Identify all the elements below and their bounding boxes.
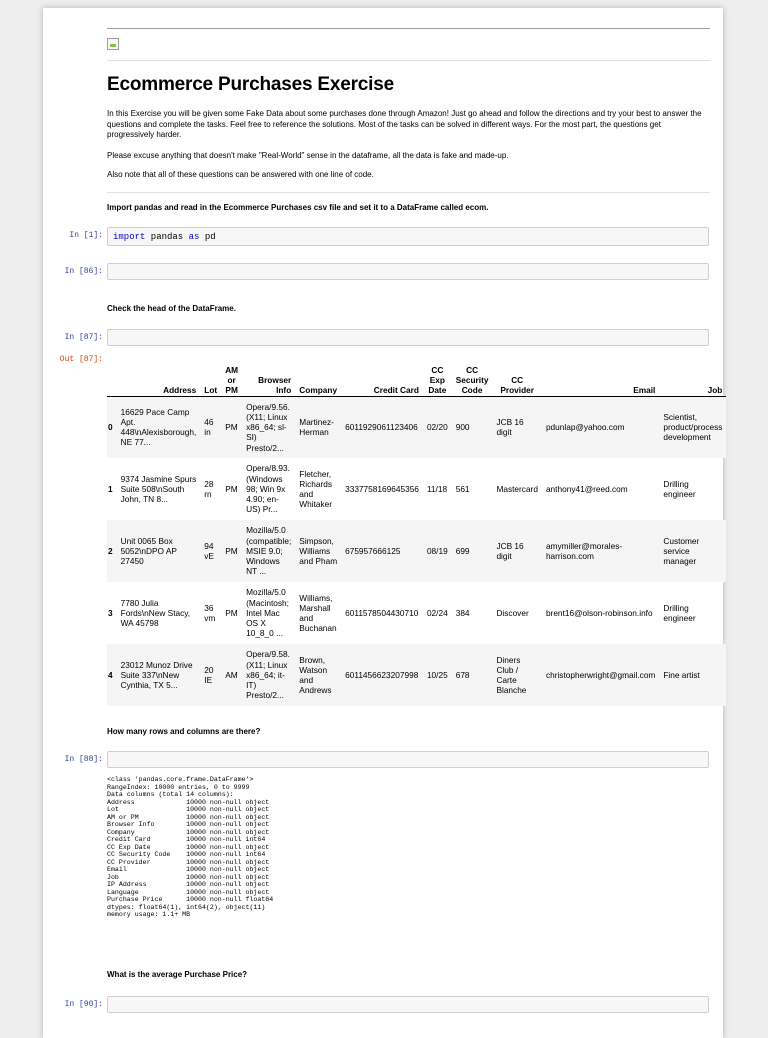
table-cell: Simpson, Williams and Pham [299, 535, 338, 567]
intro-paragraph-1: In this Exercise you will be given some Fake Data about some purchases done through Amazon! Just go ahead and follow the directions and try your best to answer the questions and complete the tasks. Feel free to reference the solutions. Most of the tasks can be solved in different ways. For the most part, the questions get progressively harder. [107, 109, 702, 139]
table-cell: PM [225, 483, 238, 494]
table-cell: Scientist, product/process development [663, 411, 723, 443]
table-cell: amymiller@morales-harrison.com [545, 540, 623, 561]
table-cell: 900 [455, 422, 470, 433]
table-cell: 561 [455, 483, 470, 494]
table-cell: 384 [455, 607, 470, 618]
column-header: CC Security Code [455, 364, 489, 396]
table-row [107, 520, 726, 582]
notebook-page [43, 8, 723, 1038]
column-header: Lot [204, 385, 218, 396]
table-cell: 6011456623207998 [345, 669, 419, 680]
input-prompt: In [1]: [69, 231, 103, 240]
table-cell: 11/18 [426, 483, 448, 494]
column-header: Company [299, 385, 338, 396]
task-import-pandas: Import pandas and read in the Ecommerce Purchases csv file and set it to a DataFrame called ecom. [107, 203, 489, 212]
code-alias: pd [199, 232, 216, 242]
table-cell: PM [225, 545, 238, 556]
input-prompt: In [87]: [64, 333, 103, 342]
column-header: Browser Info [258, 375, 292, 396]
table-row [107, 582, 726, 644]
table-cell: JCB 16 digit [496, 540, 524, 561]
table-cell: Diners Club / Carte Blanche [496, 654, 527, 696]
input-prompt: In [90]: [64, 1000, 103, 1009]
table-row [107, 396, 726, 458]
code-cell-empty[interactable] [107, 329, 709, 346]
intro-divider [107, 192, 710, 193]
table-cell: 20 IE [204, 664, 214, 685]
table-cell: Drilling engineer [663, 478, 696, 499]
output-prompt: Out [87]: [59, 355, 103, 364]
table-cell: Unit 0065 Box 5052\nDPO AP 27450 [120, 535, 177, 567]
table-cell: 6011929061123406 [345, 422, 418, 433]
code-cell-empty[interactable] [107, 751, 709, 768]
table-cell: Opera/8.93.(Windows 98; Win 9x 4.90; en-US) Pr... [246, 463, 290, 515]
task-rows-columns: How many rows and columns are there? [107, 727, 261, 736]
table-cell: Mozilla/5.0 (Macintosh; Intel Mac OS X 10_8_0 ... [246, 587, 289, 639]
task-average-price: What is the average Purchase Price? [107, 970, 248, 979]
page-title: Ecommerce Purchases Exercise [107, 74, 394, 95]
table-cell: 02/20 [426, 422, 448, 433]
table-cell: Mozilla/5.0 (compatible; MSIE 9.0; Windows NT ... [246, 525, 292, 577]
table-cell: PM [225, 422, 238, 433]
table-cell: Opera/9.56.(X11; Linux x86_64; sl-SI) Presto/2... [246, 401, 290, 453]
table-cell: PM [225, 607, 238, 618]
column-header: Email [633, 385, 656, 396]
column-header: Address [163, 385, 197, 396]
table-cell: Opera/9.58.(X11; Linux x86_64; it-IT) Presto/2... [246, 649, 290, 701]
table-cell: 9374 Jasmine Spurs Suite 508\nSouth John, TN 8... [120, 473, 197, 505]
table-cell: 36 vm [204, 602, 216, 623]
table-row [107, 644, 726, 706]
code-cell-empty[interactable] [107, 263, 709, 280]
code-cell-empty[interactable] [107, 996, 709, 1013]
table-cell: pdunlap@yahoo.com [545, 422, 625, 433]
dataframe-info-output: <class 'pandas.core.frame.DataFrame'> RangeIndex: 10000 entries, 0 to 9999 Data columns (total 14 columns): Address 10000 non-null object Lot 10000 non-null object AM or PM 10000 non-null object Browser Info 10000 non-null object Company 10000 non-null object Credit Card 10000 non-null int64 CC Exp Date 10000 non-null object CC Security Code 10000 non-null int64 CC Provider 10000 non-null object Email 10000 non-null object Job 10000 non-null object IP Address 10000 non-null object Language 10000 non-null object Purchase Price 10000 non-null float64 dtypes: float64(1), int64(2), object(11) memory usage: 1.1+ MB [107, 776, 274, 918]
table-cell: 678 [455, 669, 470, 680]
table-cell: 675957666125 [345, 545, 401, 556]
table-cell: 94 vE [204, 540, 214, 561]
column-header: CC Provider [500, 375, 535, 396]
table-cell: 10/25 [426, 669, 448, 680]
row-index: 4 [108, 669, 113, 680]
table-cell: Fine artist [663, 669, 700, 680]
table-cell: JCB 16 digit [496, 417, 524, 438]
table-cell: Drilling engineer [663, 602, 696, 623]
row-index: 0 [108, 422, 113, 433]
table-cell: 46 in [204, 417, 214, 438]
table-row [107, 458, 726, 520]
table-cell: 08/19 [426, 545, 448, 556]
table-cell: 7780 Julia Fords\nNew Stacy, WA 45798 [120, 597, 191, 629]
column-header [107, 356, 117, 396]
task-check-head: Check the head of the DataFrame. [107, 304, 236, 313]
table-cell: christopherwright@gmail.com [545, 669, 656, 680]
table-cell: Discover [496, 607, 529, 618]
table-cell: Martinez-Herman [299, 417, 334, 438]
table-cell: 699 [455, 545, 470, 556]
code-keyword: import [113, 232, 146, 242]
broken-image-icon [107, 38, 119, 50]
intro-paragraph-3: Also note that all of these questions can be answered with one line of code. [107, 170, 374, 179]
column-header: AM or PM [225, 364, 239, 396]
intro-paragraph-2: Please excuse anything that doesn't make "Real-World" sense in the dataframe, all the data is fake and made-up. [107, 151, 509, 160]
table-cell: 23012 Munoz Drive Suite 337\nNew Cynthia, TX 5... [120, 659, 193, 691]
column-header: Credit Card [373, 385, 419, 396]
table-header-row [107, 356, 726, 396]
input-prompt: In [88]: [64, 755, 103, 764]
table-cell: Fletcher, Richards and Whitaker [299, 468, 333, 510]
table-cell: Mastercard [496, 483, 538, 494]
column-header: CC Exp Date [428, 364, 447, 396]
table-cell: Brown, Watson and Andrews [299, 654, 332, 696]
table-cell: AM [225, 669, 238, 680]
row-index: 2 [108, 545, 113, 556]
row-index: 3 [108, 607, 113, 618]
dataframe-table [107, 356, 726, 706]
code-module: pandas [145, 232, 189, 242]
table-cell: 16629 Pace Camp Apt. 448\nAlexisborough, NE 77... [120, 406, 197, 448]
table-cell: 3337758169645356 [345, 483, 419, 494]
image-divider [107, 60, 710, 61]
input-prompt: In [86]: [64, 267, 103, 276]
code-cell-import[interactable] [107, 227, 709, 246]
column-header: Job [707, 385, 723, 396]
table-cell: anthony41@reed.com [545, 483, 628, 494]
table-cell: 02/24 [426, 607, 448, 618]
code-keyword: as [188, 232, 200, 242]
top-divider [107, 28, 710, 29]
table-cell: 28 rn [204, 478, 214, 499]
table-cell: Williams, Marshall and Buchanan [299, 592, 337, 634]
table-cell: brent16@olson-robinson.info [545, 607, 653, 618]
table-cell: Customer service manager [663, 535, 700, 567]
table-cell: 6011578504430710 [345, 607, 419, 618]
row-index: 1 [108, 483, 113, 494]
